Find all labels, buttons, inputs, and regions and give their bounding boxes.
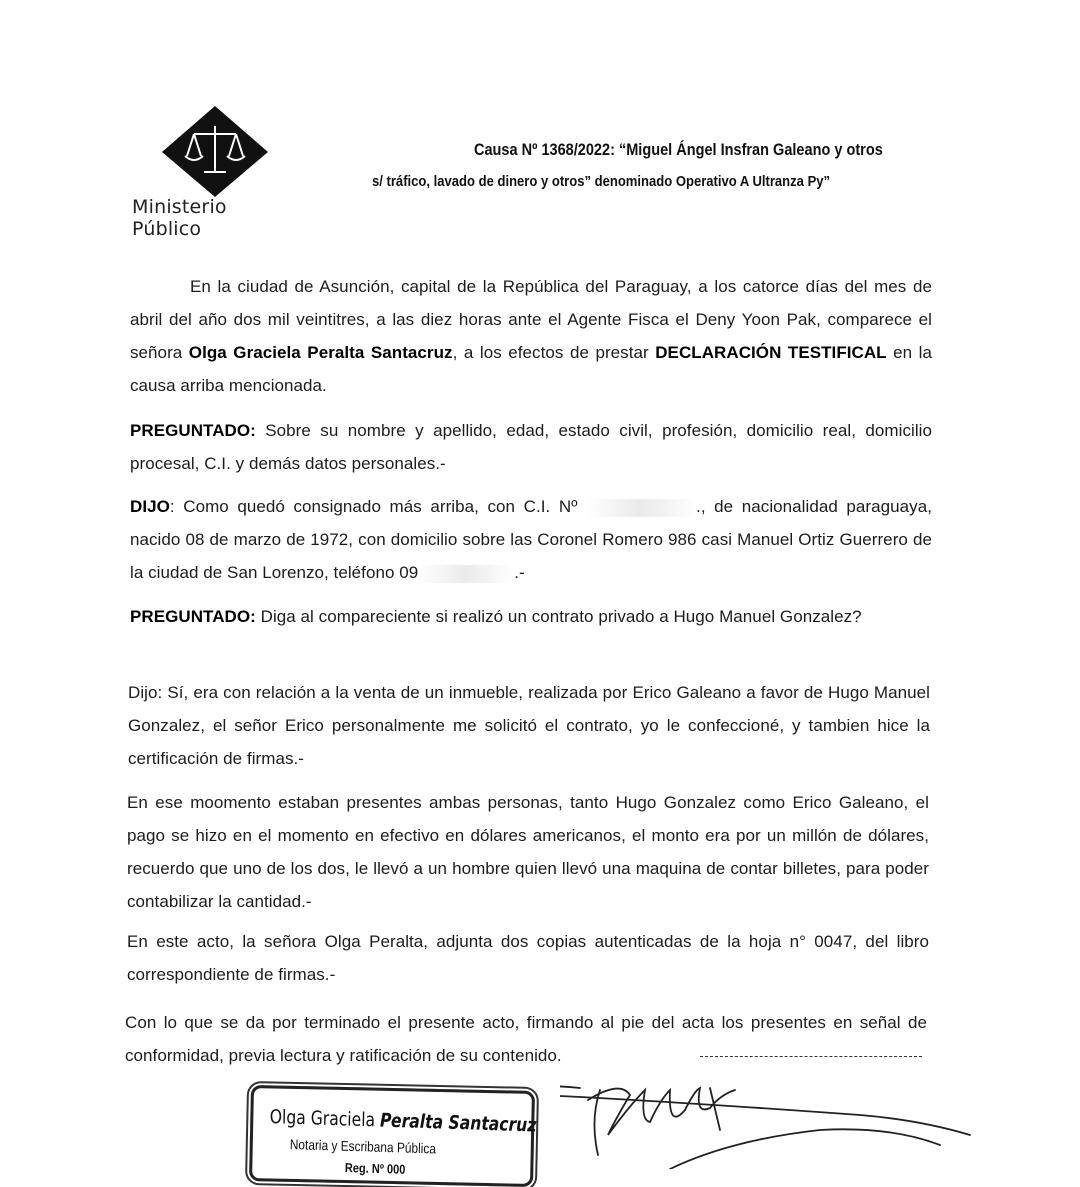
- stamp-registration: Reg. Nº 000: [344, 1160, 406, 1177]
- answer-1-text-a: : Como quedó consignado más arriba, con C.I. Nº: [169, 497, 587, 516]
- redacted-id-number: [586, 499, 696, 517]
- redacted-phone-number: [418, 565, 514, 583]
- question-label: PREGUNTADO:: [130, 421, 256, 440]
- intro-text-c: en la causa arriba mencionada.: [130, 343, 932, 395]
- question-1-paragraph: [130, 414, 932, 480]
- question-2-paragraph: [130, 600, 932, 633]
- stamp-role: Notaria y Escribana Pública: [289, 1136, 437, 1157]
- declaration-type: DECLARACIÓN TESTIFICAL: [655, 343, 887, 362]
- intro-paragraph: [130, 270, 932, 402]
- question-2-text: Diga al compareciente si realizó un contrato privado a Hugo Manuel Gonzalez?: [255, 607, 862, 626]
- dashed-line-divider: [700, 1056, 922, 1057]
- intro-text-a: En la ciudad de Asunción, capital de la República del Paraguay, a los catorce días del mes de abril del año dos mil veintitres, a las diez horas ante el Agente Fisca el Deny Yoon Pak, comparece el señora: [130, 277, 932, 362]
- payment-paragraph: En ese moomento estaban presentes ambas personas, tanto Hugo Gonzalez como Erico Galeano, el pago se hizo en el momento en efectivo en dólares americanos, el monto era por un millón de dólares, recuerdo que uno de los dos, le llevó a un hombre quien llevó una maquina de contar billetes, para poder contabilizar la cantidad.-: [127, 793, 929, 911]
- answer-1-paragraph: [130, 490, 932, 589]
- stamp-name-first: Olga Graciela: [269, 1106, 381, 1132]
- question-1-text: Sobre su nombre y apellido, edad, estado civil, profesión, domicilio real, domicilio procesal, C.I. y demás datos personales.-: [130, 421, 932, 473]
- answer-2-paragraph: Dijo: Sí, era con relación a la venta de un inmueble, realizada por Erico Galeano a favor de Hugo Manuel Gonzalez, el señor Erico personalmente me solicitó el contrato, yo le confeccioné, y tambien hice la certificación de firmas.-: [128, 683, 930, 768]
- answer-1-text-c: .-: [514, 563, 525, 582]
- answer-label: DIJO: [130, 497, 170, 516]
- stamp-name-last: Peralta Santacruz: [379, 1109, 537, 1137]
- case-title-line-1: Causa Nº 1368/2022: “Miguel Ángel Insfran Galeano y otros: [474, 141, 883, 159]
- answer-1-text-b: ., de nacionalidad paraguaya, nacido 08 de marzo de 1972, con domicilio sobre las Coronel Romero 986 casi Manuel Ortiz Guerrero de la ciudad de San Lorenzo, teléfono 09: [130, 497, 932, 582]
- intro-text-b: , a los efectos de prestar: [452, 343, 656, 362]
- logo-text: Ministerio Público: [132, 196, 227, 240]
- attachment-paragraph: En este acto, la señora Olga Peralta, adjunta dos copias autenticadas de la hoja n° 0047, del libro correspondiente de firmas.-: [127, 932, 929, 984]
- handwritten-signature: [560, 1060, 980, 1169]
- ministerio-publico-logo-icon: [160, 104, 270, 199]
- closing-paragraph: Con lo que se da por terminado el presente acto, firmando al pie del acta los presentes en señal de conformidad, previa lectura y ratificación de su contenido.: [125, 1013, 927, 1065]
- case-title-line-2: s/ tráfico, lavado de dinero y otros” denominado Operativo A Ultranza Py”: [372, 174, 831, 190]
- witness-name: Olga Graciela Peralta Santacruz: [188, 343, 453, 362]
- question-label: PREGUNTADO:: [130, 607, 256, 626]
